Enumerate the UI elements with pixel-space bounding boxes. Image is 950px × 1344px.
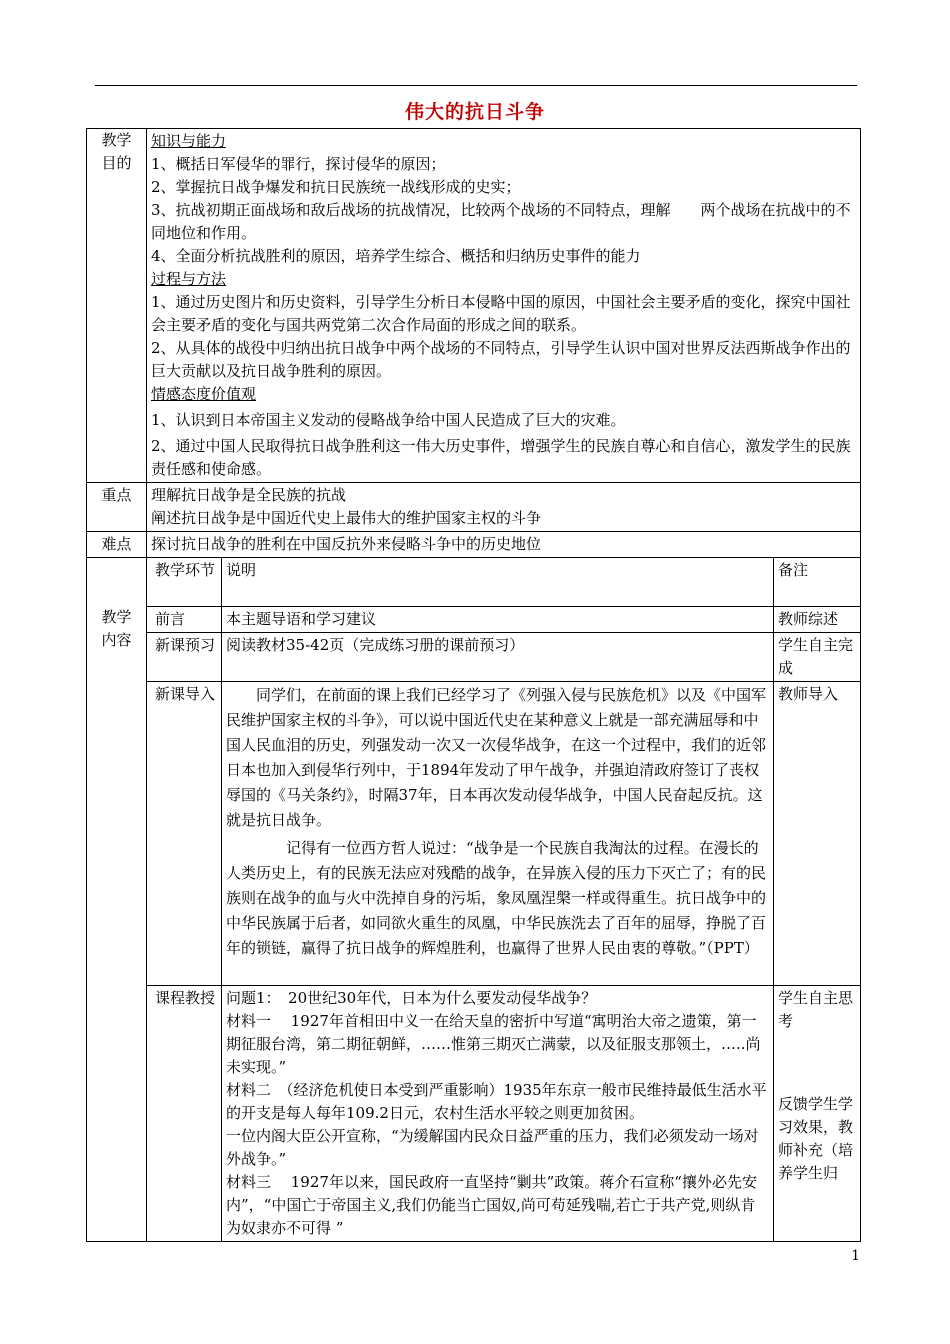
- content-label: [87, 558, 147, 1242]
- knowledge-heading: 知识与能力: [151, 132, 227, 150]
- stage-header: 教学环节: [147, 558, 222, 607]
- stage-cell: 前言: [147, 607, 222, 633]
- goals-content: [147, 129, 861, 483]
- desc-cell: 本主题导语和学习建议: [222, 607, 774, 633]
- note-cell: 教师导入: [774, 682, 861, 986]
- teaching-line: 一位内阁大臣公开宣称，“为缓解国内民众日益严重的压力，我们必须发动一场对外战争。”: [226, 1127, 759, 1168]
- intro-paragraph: 同学们，在前面的课上我们已经学习了《列强入侵与民族危机》以及《中国军民维护国家主权的斗争》，可以说中国近代史在某种意义上就是一部充满屈辱和中国人民血泪的历史，列强发动一次又一次侵华战争，在这一个过程中，我们的近邻日本也加入到侵华行列中，于1894年发动了甲午战争，并强迫清政府签订了丧权辱国的《马关条约》，时隔37年，日本再次发动侵华战争，中国人民奋起反抗。这就是抗日战争。: [226, 686, 767, 829]
- knowledge-item: 2、掌握抗日战争爆发和抗日民族统一战线形成的史实；: [151, 178, 521, 196]
- desc-header: 说明: [222, 558, 774, 607]
- note-cell: 教师综述: [774, 607, 861, 633]
- teaching-line: 材料三 1927年以来，国民政府一直坚持“剿共”政策。蒋介石宣称“攘外必先安内”，“中国亡于帝国主义,我们仍能当亡国奴,尚可苟延残喘,若亡于共产党,则纵肯为奴隶亦不可得 ”: [226, 1173, 757, 1237]
- key-points-content: [147, 483, 861, 532]
- table-row: [87, 682, 861, 986]
- process-item: 1、通过历史图片和历史资料，引导学生分析日本侵略中国的原因，中国社会主要矛盾的变化，探究中国社会主要矛盾的变化与国共两党第二次合作局面的形成之间的联系。: [151, 293, 851, 334]
- key-points-label: 重点: [87, 483, 147, 532]
- desc-cell: 阅读教材35-42页（完成练习册的课前预习）: [222, 633, 774, 682]
- lesson-plan-table: [86, 128, 861, 1242]
- difficulty-text: 探讨抗日战争的胜利在中国反抗外来侵略斗争中的历史地位: [147, 532, 861, 558]
- note-text: 反馈学生学习效果，教师补充（培养学生归: [778, 1095, 854, 1182]
- stage-cell: 课程教授: [147, 986, 222, 1242]
- note-text: 学生自主思考: [778, 989, 854, 1030]
- page-title: 伟大的抗日斗争: [404, 101, 545, 123]
- stage-cell: 新课预习: [147, 633, 222, 682]
- process-heading: 过程与方法: [151, 270, 227, 288]
- key-points-row: [87, 483, 861, 532]
- page-number: 1: [851, 1248, 860, 1264]
- teaching-line: 问题1： 20世纪30年代，日本为什么要发动侵华战争？: [226, 989, 597, 1007]
- content-header-row: [87, 558, 861, 607]
- knowledge-item: 4、全面分析抗战胜利的原因，培养学生综合、概括和归纳历史事件的能力: [151, 247, 641, 265]
- teaching-line: 材料二 （经济危机使日本受到严重影响）1935年东京一般市民维持最低生活水平的开支是每人每年109.2日元，农村生活水平较之则更加贫困。: [226, 1081, 767, 1122]
- emotion-item: 1、认识到日本帝国主义发动的侵略战争给中国人民造成了巨大的灾难。: [151, 411, 626, 429]
- note-cell: [774, 986, 861, 1242]
- table-row: [87, 633, 861, 682]
- process-item: 2、从具体的战役中归纳出抗日战争中两个战场的不同特点，引导学生认识中国对世界反法西斯战争作出的巨大贡献以及抗日战争胜利的原因。: [151, 339, 851, 380]
- difficulty-label: 难点: [87, 532, 147, 558]
- goals-label: 教学目的: [87, 129, 147, 483]
- knowledge-item: 1、概括日军侵华的罪行，探讨侵华的原因；: [151, 155, 446, 173]
- key-point-item: 理解抗日战争是全民族的抗战: [151, 486, 347, 504]
- table-row: [87, 607, 861, 633]
- key-point-item: 阐述抗日战争是中国近代史上最伟大的维护国家主权的斗争: [151, 509, 542, 527]
- intro-paragraph: 记得有一位西方哲人说过：“战争是一个民族自我淘汰的过程。在漫长的人类历史上，有的民族无法应对残酷的战争，在异族入侵的压力下灭亡了；有的民族则在战争的血与火中洗掉自身的污垢，象凤凰涅槃一样或得重生。抗日战争中的中华民族属于后者，如同欲火重生的凤凰，中华民族洗去了百年的屈辱，挣脱了百年的锁链，赢得了抗日战争的辉煌胜利，也赢得了世界人民由衷的尊敬。”（PPT）: [226, 839, 767, 957]
- header-rule: [95, 85, 857, 86]
- intro-cell: [222, 682, 774, 986]
- note-cell: 学生自主完成: [774, 633, 861, 682]
- knowledge-item: 3、抗战初期正面战场和敌后战场的抗战情况，比较两个战场的不同特点，理解 两个战场在抗战中的不同地位和作用。: [151, 201, 851, 242]
- emotion-item: 2、通过中国人民取得抗日战争胜利这一伟大历史事件，增强学生的民族自尊心和自信心，激发学生的民族责任感和使命感。: [151, 437, 851, 478]
- content-label-text: 教学内容: [101, 608, 132, 649]
- table-row: [87, 986, 861, 1242]
- stage-cell: 新课导入: [147, 682, 222, 986]
- teaching-cell: [222, 986, 774, 1242]
- difficulty-row: [87, 532, 861, 558]
- goals-row: [87, 129, 861, 483]
- teaching-line: 材料一 1927年首相田中义一在给天皇的密折中写道“寓明治大帝之遗策，第一期征服台湾，第二期征朝鲜，……惟第三期灭亡满蒙，以及征服支那领土，…..尚未实现。”: [226, 1012, 761, 1076]
- emotion-heading: 情感态度价值观: [151, 385, 257, 403]
- note-header: 备注: [774, 558, 861, 607]
